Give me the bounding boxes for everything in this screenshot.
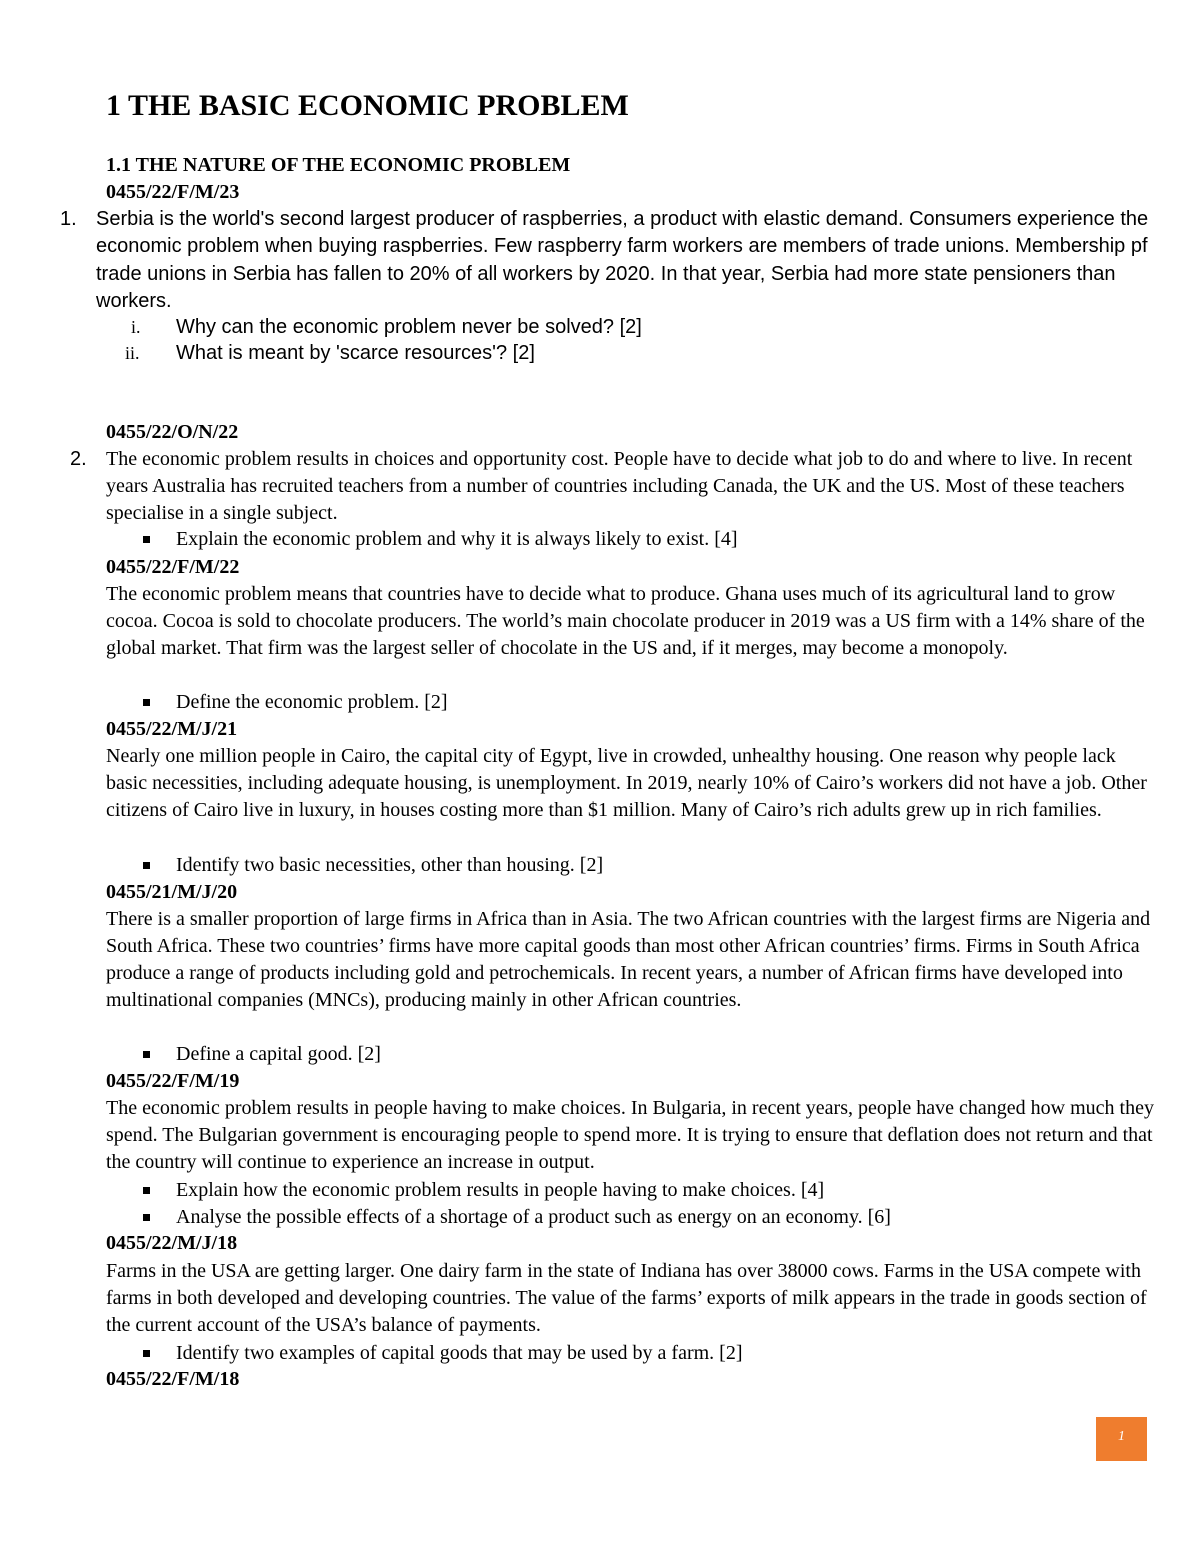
question-text: There is a smaller proportion of large firms in Africa than in Asia. The two African countries with the largest firms are Nigeria and South Africa. These two countries’ firms have more capital goods than most other African countries’ firms. Firms in South Africa produce a range of products including gold and petrochemicals. In recent years, a number of African firms have developed into multinational companies (MNCs), producing mainly in other African countries. (106, 908, 1151, 1012)
page-number-badge (1096, 1417, 1147, 1461)
bullet-icon (143, 862, 150, 869)
question-text: The economic problem means that countries have to decide what to produce. Ghana uses much of its agricultural land to grow cocoa. Cocoa is sold to chocolate producers. The world’s main chocolate producer in 2019 was a US firm with a 14% share of the global market. That firm was the largest seller of chocolate in the US and, if it merges, may become a monopoly. (106, 583, 1145, 660)
bullet-icon (143, 699, 150, 706)
part-label: ii. (125, 343, 140, 363)
section-subtitle: 1.1 THE NATURE OF THE ECONOMIC PROBLEM (106, 154, 571, 176)
bullet-icon (143, 1187, 150, 1194)
bullet-item: Define the economic problem. [2] (176, 691, 448, 713)
part-label: i. (131, 317, 141, 337)
paper-code: 0455/22/F/M/22 (106, 556, 240, 578)
bullet-icon (143, 1350, 150, 1357)
question-text: The economic problem results in choices and opportunity cost. People have to decide what job to do and where to live. In recent years Australia has recruited teachers from a number of countries including Canada, the UK and the US. Most of these teachers specialise in a single subject. (106, 448, 1133, 525)
paper-code: 0455/21/M/J/20 (106, 881, 238, 903)
paper-code: 0455/22/F/M/19 (106, 1070, 240, 1092)
bullet-icon (143, 1051, 150, 1058)
question-text: Serbia is the world's second largest producer of raspberries, a product with elastic demand. Consumers experience the economic problem when buying raspberries. Few raspberry farm workers are members of trade unions. Membership pf trade unions in Serbia has fallen to 20% of all workers by 2020. In that year, Serbia had more state pensioners than workers. (96, 208, 1149, 312)
page-title: 1 THE BASIC ECONOMIC PROBLEM (106, 89, 629, 122)
bullet-item: Explain how the economic problem results in people having to make choices. [4] (176, 1179, 825, 1201)
bullet-icon (143, 536, 150, 543)
bullet-item: Define a capital good. [2] (176, 1043, 381, 1065)
bullet-item: Explain the economic problem and why it is always likely to exist. [4] (176, 528, 738, 550)
bullet-item: Analyse the possible effects of a shortage of a product such as energy on an economy. [6] (176, 1206, 891, 1228)
paper-code: 0455/22/O/N/22 (106, 421, 239, 443)
paper-code: 0455/22/F/M/23 (106, 181, 240, 203)
bullet-item: Identify two basic necessities, other than housing. [2] (176, 854, 604, 876)
question-text: Farms in the USA are getting larger. One dairy farm in the state of Indiana has over 38000 cows. Farms in the USA compete with farms in both developed and developing countries. The value of the farms’ exports of milk appears in the trade in goods section of the current account of the USA’s balance of payments. (106, 1260, 1147, 1337)
question-text: The economic problem results in people having to make choices. In Bulgaria, in recent years, people have changed how much they spend. The Bulgarian government is encouraging people to spend more. It is trying to ensure that deflation does not return and that the country will continue to experience an increase in output. (106, 1097, 1154, 1174)
question-number: 1. (60, 208, 77, 230)
question-number: 2. (70, 448, 87, 470)
bullet-icon (143, 1214, 150, 1221)
part-text: What is meant by 'scarce resources'? [2] (176, 342, 535, 364)
bullet-item: Identify two examples of capital goods that may be used by a farm. [2] (176, 1342, 743, 1364)
page-number: 1 (1118, 1429, 1125, 1444)
paper-code: 0455/22/M/J/18 (106, 1232, 238, 1254)
question-text: Nearly one million people in Cairo, the capital city of Egypt, live in crowded, unhealthy housing. One reason why people lack basic necessities, including adequate housing, is unemployment. In 2019, nearly 10% of Cairo’s workers did not have a job. Other citizens of Cairo live in luxury, in houses costing more than $1 million. Many of Cairo’s rich adults grew up in rich families. (106, 745, 1147, 822)
paper-code: 0455/22/F/M/18 (106, 1368, 240, 1390)
part-text: Why can the economic problem never be solved? [2] (176, 316, 642, 338)
paper-code: 0455/22/M/J/21 (106, 718, 238, 740)
